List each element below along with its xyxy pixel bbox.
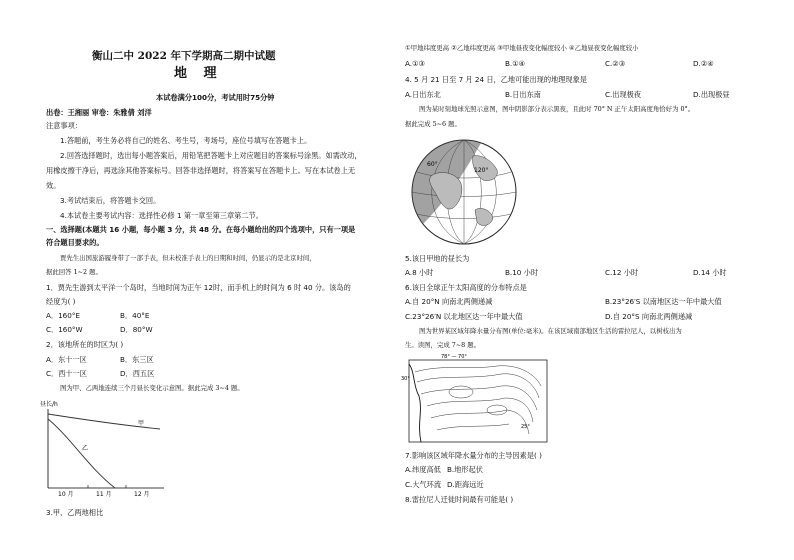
q4-option-c: C.出现极夜 [605,90,642,99]
q3-option-b: B.①④ [505,59,526,68]
q6-option-b: B.23°26′S 以南地区达一年中最大值 [605,297,722,306]
note-2c: 效。 [46,181,61,190]
intro-q1-2-cont: 据此回答 1~2 题。 [46,268,102,276]
yi-curve [48,419,115,488]
q7-option-d: D.距海远近 [447,480,484,489]
label-jia: 甲 [138,420,145,427]
exam-info: 本试卷满分100分，考试用时75分钟 [156,93,275,102]
map-top-labels: 78° — 70° [441,354,467,360]
globe-label-60: 60° [427,161,438,168]
intro-q3-4: 图为甲、乙两地连续三个月昼长变化示意图。据此完成 3~4 题。 [60,384,244,392]
map-lat-30: 30° [401,376,410,382]
q2-option-d: D．西五区 [120,369,155,378]
q3-option-c: C.②③ [605,59,626,68]
q1-option-b: B．40°E [120,311,150,320]
q4-option-b: B.日出东南 [505,90,541,99]
q4-option-d: D.出现极昼 [693,90,730,99]
intro-q1-2: 贾先生出国旅游履身带了一部手表，但未校准手表上的日期和时间，仍显示的是北京时间， [60,254,316,262]
intro-q7-8-cont: 生。读图，完成 7~8 题。 [405,341,481,349]
note-1: 1.答题前，考生务必将自己的姓名、考生号，考场号，座位号填写在答题卡上。 [60,136,312,145]
q5-option-a: A.8 小时 [405,268,434,277]
q1-option-d: D．80°W [120,325,153,334]
q7-stem: 7.影响该区域年降水量分布的主导因素是( ) [405,451,542,460]
q1-stem-cont: 经度为( ) [46,297,76,306]
note-3: 3.考试结束后，将答题卡交回。 [60,196,161,205]
q5-option-d: D.14 小时 [693,268,727,277]
q1-option-a: A．160°E [46,311,80,320]
q3-stem: 3.甲、乙两地相比 [46,508,104,517]
q2-stem: 2．该地所在的时区为( ) [46,340,124,349]
q2-option-a: A．东十一区 [46,355,87,364]
q3-option-a: A.①③ [405,59,425,68]
part1-heading: 一、选择题(本题共 16 小题，每小题 3 分，共 48 分。在每小题给出的四个选项中，只有一项是 [46,225,356,234]
q7-option-c: C.大气环流 [405,480,442,489]
intro-q5-6: 图为某时刻地球光照示意图，图中阴影部分表示黑夜，且此时 70° N 正午太阳高度角恰好为 0°。 [419,105,695,113]
note-2a: 2.回答选择题时，选出每小题答案后，用铅笔把答题卡上对应题目的答案标号涂黑。如需改动， [60,151,362,160]
globe-label-120: 120° [474,167,489,174]
xlabel-10: 10 月 [58,491,74,498]
intro-q7-8: 图为世界某区域年降水量分布图(单位:毫米)。在该区域南部地区生活的雷拉尼人，以树枝出为 [419,327,682,335]
q3-option-d: D.②④ [693,59,714,68]
note-4: 4.本试卷主要考试内容：选择性必修 1 第一章至第三章第二节。 [60,211,263,220]
exam-title: 衡山二中 2022 年下学期高二期中试题 [92,50,276,62]
xlabel-11: 11 月 [96,491,112,498]
note-2b: 用橡皮擦干净后，再选涂其他答案标号。回答非选择题时，将答案写在答题卡上。写在本试卷上无 [46,166,356,175]
q5-stem: 5.该日甲地的昼长为 [405,254,470,263]
q5-option-c: C.12 小时 [605,268,639,277]
exam-authors: 出卷：王湘丽 审卷：朱雅倩 刘洋 [46,108,152,117]
intro-q5-6-cont: 据此完成 5~6 题。 [405,120,461,128]
notes-heading: 注意事项： [46,121,82,130]
q2-option-c: C．西十一区 [46,369,87,378]
globe-illumination-figure [401,136,531,248]
q2-option-b: B．东三区 [120,355,154,364]
subject-title: 地 理 [174,66,223,81]
precipitation-map [401,352,551,444]
xlabel-12: 12 月 [134,491,150,498]
label-yi: 乙 [82,445,89,452]
q6-option-c: C.23°26′N 以北地区达一年中最大值 [405,312,523,321]
chart-ylabel: 昼长/h [40,401,58,408]
q6-option-a: A.自 20°N 向南北两侧递减 [405,297,493,306]
q5-option-b: B.10 小时 [505,268,539,277]
q1-stem: 1．贾先生游到太平洋一个岛时，当地时间为正午 12时，而手机上的时间为 6 时 40 分。该岛的 [46,283,351,292]
q3-statements: ①甲地纬度更高 ②乙地纬度更高 ③甲地昼夜变化幅度较小 ④乙地昼夜变化幅度较小 [405,44,639,52]
q6-option-d: D.自 20°S 向南北两侧递减 [605,312,693,321]
q4-option-a: A.日出东北 [405,90,441,99]
q7-option-b: B.地形起伏 [447,465,483,474]
map-lat-25: 25° [521,424,530,430]
q7-option-a: A.纬度高低 [405,465,441,474]
q4-stem: 4. 5 月 21 日至 7 月 24 日，乙地可能出现的地理现象是 [405,75,587,84]
q6-stem: 6.该日全球正午太阳高度的分布特点是 [405,283,527,292]
q1-option-c: C．160°W [46,325,83,334]
part1-heading-cont: 符合题目要求的。 [46,238,104,247]
q8-stem: 8.雷拉尼人迁徙时间最有可能是( ) [405,495,514,504]
daylength-chart [40,397,170,499]
